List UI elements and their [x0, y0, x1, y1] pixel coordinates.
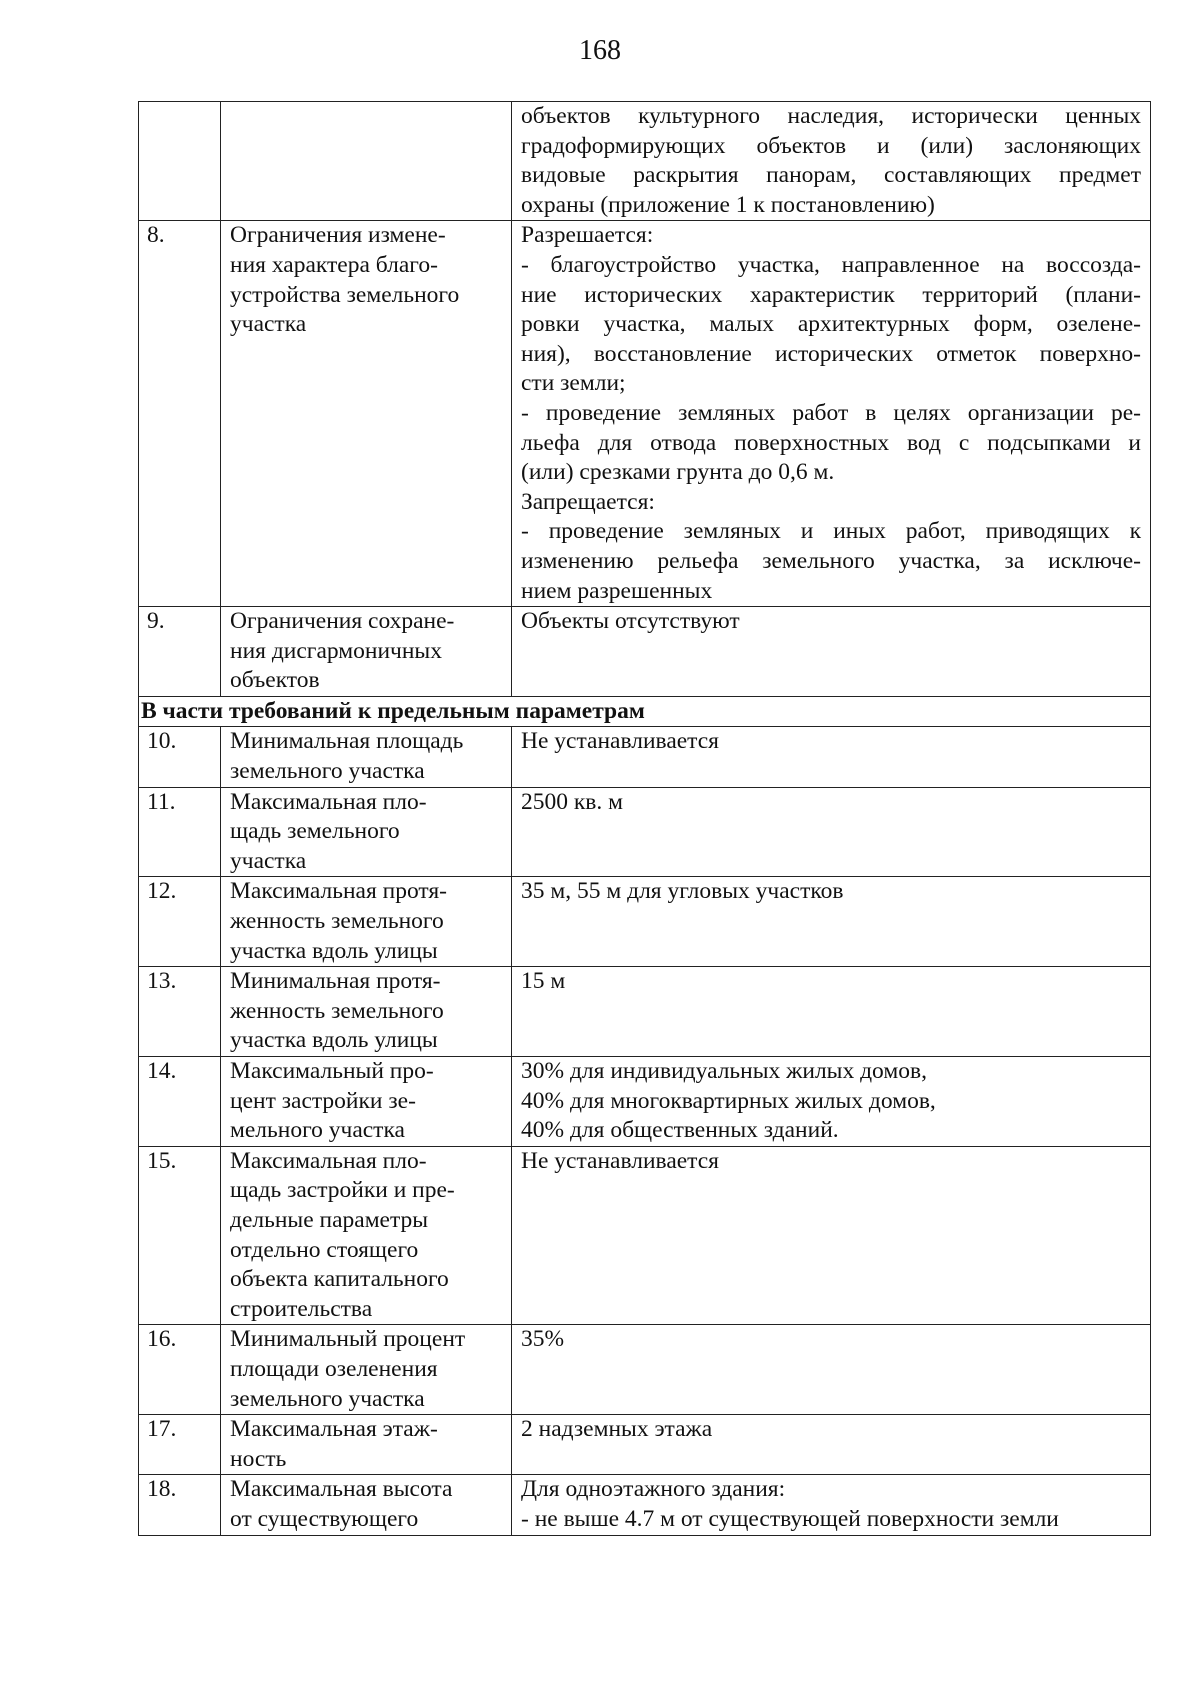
table-row [139, 877, 1151, 967]
text-line: 40% для многоквартирных жилых домов, [521, 1087, 936, 1114]
text-line: Не устанавливается [521, 1147, 719, 1174]
text-line: участка вдоль улицы [230, 937, 438, 964]
table-row [139, 1325, 1151, 1415]
parameter-value [512, 727, 1151, 787]
text-line: 15 м [521, 968, 566, 995]
text-line: ровки участка, малых архитектурных форм, озелене- [521, 311, 1141, 338]
parameter-name [221, 1415, 512, 1475]
text-line: льефа для отвода поверхностных вод с подсыпками и [521, 429, 1141, 456]
parameter-name [221, 607, 512, 697]
text-line: - не выше 4.7 м от существующей поверхности земли [521, 1505, 1059, 1532]
table-row [139, 1475, 1151, 1535]
parameter-name [221, 877, 512, 967]
parameter-value [512, 967, 1151, 1057]
text-line: Максимальная пло- [230, 788, 427, 815]
text-line: участка вдоль улицы [230, 1027, 438, 1054]
text-line: женность земельного [230, 997, 444, 1024]
text-line: земельного участка [230, 758, 425, 785]
text-line: женность земельного [230, 908, 444, 935]
text-line: отдельно стоящего [230, 1236, 419, 1263]
row-number: 11. [139, 787, 221, 877]
row-number: 9. [139, 607, 221, 697]
parameter-name [221, 1146, 512, 1325]
text-line: Максимальная протя- [230, 878, 448, 905]
parameter-value [512, 877, 1151, 967]
parameter-name [221, 1057, 512, 1147]
text-line: градоформирующих объектов и (или) заслоняющих [521, 132, 1141, 159]
page-number: 168 [579, 35, 621, 66]
text-line: объектов [230, 667, 320, 694]
text-line: объектов культурного наследия, исторически ценных [521, 103, 1141, 129]
text-line: ния дисгармоничных [230, 637, 442, 664]
text-line: Объекты отсутствуют [521, 608, 740, 635]
row-number: 12. [139, 877, 221, 967]
text-line: Ограничения измене- [230, 222, 446, 249]
text-line: (или) срезками грунта до 0,6 м. [521, 459, 835, 486]
text-line: щадь земельного [230, 818, 400, 845]
text-line: изменению рельефа земельного участка, за исключе- [521, 547, 1141, 574]
text-line: строительства [230, 1295, 373, 1322]
text-line: Максимальная пло- [230, 1147, 427, 1174]
text-line: - проведение земляных работ в целях организации ре- [521, 399, 1141, 426]
text-line: Не устанавливается [521, 728, 719, 755]
row-number: 13. [139, 967, 221, 1057]
text-line: участка [230, 311, 307, 338]
text-line: Минимальная протя- [230, 968, 441, 995]
row-number: 18. [139, 1475, 221, 1535]
text-line: Минимальный процент [230, 1326, 466, 1353]
text-line: 40% для общественных зданий. [521, 1117, 839, 1144]
text-line: ния характера благо- [230, 251, 438, 278]
text-line: 30% для индивидуальных жилых домов, [521, 1058, 927, 1084]
parameter-name [221, 967, 512, 1057]
parameter-name [221, 787, 512, 877]
row-number: 16. [139, 1325, 221, 1415]
table-row [139, 787, 1151, 877]
text-line: ния), восстановление исторических отметок поверхно- [521, 340, 1141, 367]
table-row [139, 1415, 1151, 1475]
regulations-table [138, 101, 1151, 1536]
text-line: охраны (приложение 1 к постановлению) [521, 191, 935, 218]
parameter-name [221, 221, 512, 607]
text-line: щадь застройки и пре- [230, 1177, 455, 1204]
row-number: 8. [139, 221, 221, 607]
parameter-value [512, 1325, 1151, 1415]
text-line: - проведение земляных и иных работ, приводящих к [521, 518, 1141, 545]
text-line: Минимальная площадь [230, 728, 464, 755]
parameter-value [512, 1475, 1151, 1535]
row-number: 15. [139, 1146, 221, 1325]
text-line: Ограничения сохране- [230, 608, 455, 635]
parameter-name [221, 1325, 512, 1415]
parameter-name [221, 1475, 512, 1535]
text-line: 35 м, 55 м для угловых участков [521, 878, 844, 905]
text-line: нием разрешенных [521, 577, 713, 604]
section-heading-row [139, 696, 1151, 727]
text-line: - благоустройство участка, направленное на воссозда- [521, 251, 1141, 278]
table-row [139, 102, 1151, 221]
text-line: участка [230, 847, 307, 874]
table-row [139, 607, 1151, 697]
text-line: дельные параметры [230, 1206, 429, 1233]
table-row [139, 221, 1151, 607]
parameter-value [512, 787, 1151, 877]
table-row [139, 727, 1151, 787]
row-number [139, 102, 221, 221]
table-row [139, 1146, 1151, 1325]
text-line: Запрещается: [521, 488, 655, 515]
text-line: 35% [521, 1326, 565, 1353]
text-line: Максимальный про- [230, 1058, 434, 1084]
text-line: мельного участка [230, 1117, 405, 1144]
parameter-value [512, 1146, 1151, 1325]
text-line: Для одноэтажного здания: [521, 1476, 786, 1503]
row-number: 14. [139, 1057, 221, 1147]
text-line: объекта капитального [230, 1266, 449, 1293]
text-line: ность [230, 1445, 287, 1472]
text-line: площади озеленения [230, 1355, 438, 1382]
text-line: Максимальная этаж- [230, 1416, 438, 1443]
text-line: 2500 кв. м [521, 788, 624, 815]
text-line: цент застройки зе- [230, 1087, 416, 1114]
text-line: сти земли; [521, 370, 626, 397]
text-line: земельного участка [230, 1385, 425, 1412]
text-line: устройства земельного [230, 281, 460, 308]
text-line: Разрешается: [521, 222, 654, 249]
parameter-value [512, 1415, 1151, 1475]
parameter-value [512, 221, 1151, 607]
table-row [139, 1057, 1151, 1147]
parameter-value [512, 607, 1151, 697]
text-line: Максимальная высота [230, 1476, 453, 1503]
parameter-value [512, 1057, 1151, 1147]
section-heading: В части требований к предельным параметрам [139, 696, 1151, 727]
parameter-name [221, 102, 512, 221]
text-line: от существующего [230, 1505, 419, 1532]
parameter-value [512, 102, 1151, 221]
table-row [139, 967, 1151, 1057]
text-line: ние исторических характеристик территорий (плани- [521, 281, 1141, 308]
text-line: видовые раскрытия панорам, составляющих предмет [521, 162, 1141, 189]
row-number: 10. [139, 727, 221, 787]
parameter-name [221, 727, 512, 787]
row-number: 17. [139, 1415, 221, 1475]
text-line: 2 надземных этажа [521, 1416, 713, 1443]
